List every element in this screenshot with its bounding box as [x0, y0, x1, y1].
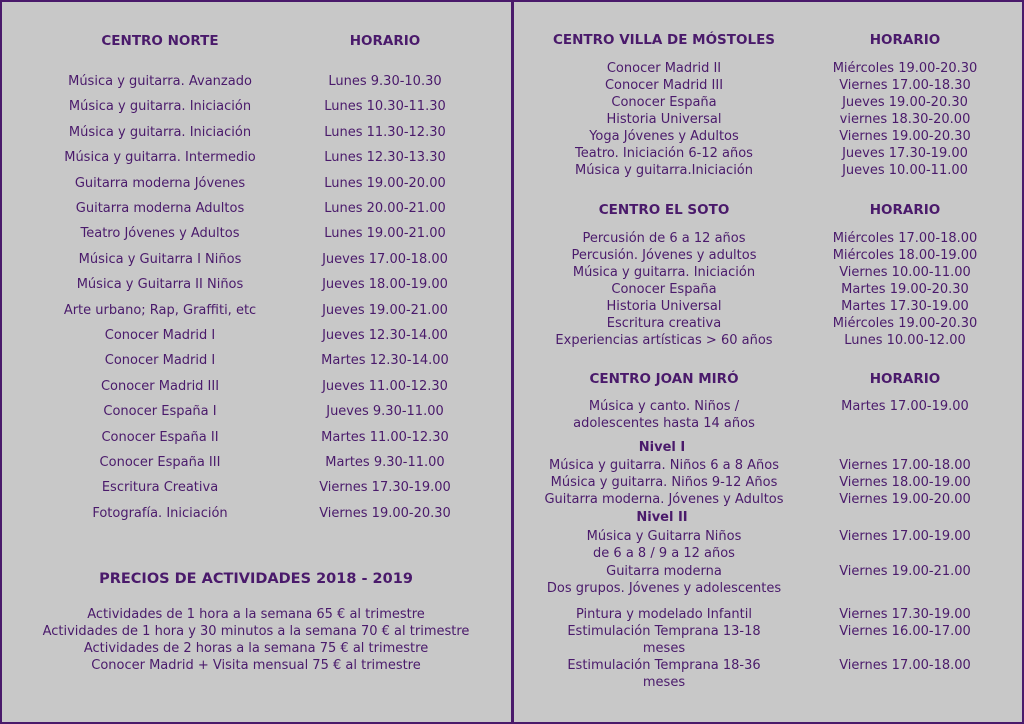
column-divider	[511, 0, 514, 724]
norte-time: Lunes 9.30-10.30	[328, 74, 442, 89]
norte-time: Martes 12.30-14.00	[321, 353, 449, 369]
norte-time: Martes 11.00-12.30	[321, 429, 449, 445]
mostoles-activity: Conocer Madrid II	[606, 61, 722, 76]
norte-activity: Arte urbano; Rap, Graffiti, etc	[63, 302, 257, 318]
mostoles-activity: Historia Universal	[606, 112, 722, 127]
mostoles-activity: Teatro. Iniciación 6-12 años	[575, 146, 753, 161]
norte-activity: Conocer Madrid III	[100, 378, 220, 394]
norte-time: Lunes 11.30-12.30	[324, 124, 446, 140]
soto-activity: Percusión. Jóvenes y adultos	[571, 248, 757, 263]
norte-activity: Música y Guitarra I Niños	[78, 251, 242, 267]
miro-horario-header: HORARIO	[869, 371, 941, 387]
miro-activity: Pintura y modelado Infantil	[576, 607, 752, 622]
norte-time: Jueves 19.00-21.00	[322, 302, 448, 318]
norte-activity: Conocer Madrid I	[104, 328, 216, 343]
norte-activity: Música y guitarra. Intermedio	[64, 150, 256, 166]
norte-activity: Música y guitarra. Avanzado	[68, 74, 252, 89]
norte-activity: Guitarra moderna Jóvenes	[74, 175, 246, 191]
soto-time: Lunes 10.00-12.00	[844, 333, 966, 348]
norte-time: Jueves 12.30-14.00	[322, 328, 448, 343]
soto-time: Miércoles 17.00-18.00	[832, 231, 978, 246]
norte-time: Jueves 18.00-19.00	[322, 277, 448, 293]
norte-time: Jueves 17.00-18.00	[322, 251, 448, 267]
miro-time: Viernes 17.30-19.00	[839, 607, 971, 622]
norte-time: Viernes 19.00-20.30	[319, 505, 451, 521]
miro-activity: Estimulación Temprana 13-18 meses	[567, 624, 761, 656]
precio-line: Conocer Madrid + Visita mensual 75 € al trimestre	[91, 658, 421, 673]
norte-activity: Teatro Jóvenes y Adultos	[80, 226, 240, 242]
norte-activity: Conocer España II	[101, 429, 219, 445]
miro-time: Martes 17.00-19.00	[841, 399, 969, 414]
norte-time: Lunes 19.00-20.00	[324, 175, 446, 191]
soto-activity: Escritura creativa	[606, 316, 722, 331]
miro-activity: Guitarra moderna Dos grupos. Jóvenes y adolescentes	[546, 564, 782, 596]
norte-time: Lunes 10.30-11.30	[324, 99, 446, 115]
norte-time: Lunes 20.00-21.00	[324, 201, 446, 216]
miro-time: Viernes 19.00-20.00	[839, 492, 971, 507]
mostoles-time: Viernes 17.00-18.30	[839, 78, 971, 93]
miro-activity: Música y canto. Niños / adolescentes hasta 14 años	[573, 399, 755, 431]
miro-time: Viernes 17.00-18.00	[839, 658, 971, 673]
miro-time: Viernes 19.00-21.00	[839, 564, 971, 579]
soto-time: Martes 19.00-20.30	[841, 282, 969, 297]
nivel-1-heading: Nivel I	[638, 440, 686, 455]
soto-activity: Experiencias artísticas > 60 años	[555, 333, 773, 348]
norte-time: Lunes 19.00-21.00	[324, 226, 446, 242]
norte-time: Jueves 11.00-12.30	[322, 378, 448, 394]
soto-time: Viernes 10.00-11.00	[839, 265, 971, 280]
miro-activity: Estimulación Temprana 18-36 meses	[567, 658, 761, 690]
mostoles-time: Miércoles 19.00-20.30	[832, 61, 978, 76]
precio-line: Actividades de 1 hora a la semana 65 € al trimestre	[87, 607, 425, 622]
miro-time: Viernes 18.00-19.00	[839, 475, 971, 490]
centro-miro-title: CENTRO JOAN MIRÓ	[589, 371, 739, 387]
mostoles-time: Jueves 10.00-11.00	[842, 163, 968, 178]
norte-activity: Música y Guitarra II Niños	[76, 277, 244, 293]
miro-time: Viernes 17.00-19.00	[839, 529, 971, 544]
centro-mostoles-title: CENTRO VILLA DE MÓSTOLES	[552, 32, 776, 48]
norte-activity: Conocer España III	[99, 455, 221, 470]
norte-activity: Escritura Creativa	[101, 480, 219, 496]
soto-time: Miércoles 18.00-19.00	[832, 248, 978, 263]
mostoles-activity: Música y guitarra.Iniciación	[574, 163, 754, 178]
precio-line: Actividades de 2 horas a la semana 75 € al trimestre	[83, 641, 429, 656]
soto-time: Martes 17.30-19.00	[841, 299, 969, 314]
norte-activity: Música y guitarra. Iniciación	[68, 99, 252, 115]
miro-time: Viernes 17.00-18.00	[839, 458, 971, 473]
norte-time: Lunes 12.30-13.30	[324, 150, 446, 166]
norte-time: Viernes 17.30-19.00	[319, 480, 451, 496]
centro-norte-title: CENTRO NORTE	[101, 33, 219, 49]
soto-activity: Música y guitarra. Iniciación	[572, 265, 756, 280]
soto-activity: Percusión de 6 a 12 años	[582, 231, 746, 246]
mostoles-time: Jueves 19.00-20.30	[842, 95, 968, 110]
mostoles-activity: Conocer España	[611, 95, 717, 110]
mostoles-activity: Conocer Madrid III	[604, 78, 724, 93]
norte-activity: Música y guitarra. Iniciación	[68, 124, 252, 140]
mostoles-time: viernes 18.30-20.00	[839, 112, 971, 127]
nivel-2-heading: Nivel II	[636, 510, 688, 525]
centro-soto-title: CENTRO EL SOTO	[598, 202, 730, 218]
precios-title: PRECIOS DE ACTIVIDADES 2018 - 2019	[99, 571, 413, 587]
norte-activity: Fotografía. Iniciación	[92, 505, 228, 521]
miro-activity: Música y Guitarra Niños de 6 a 8 / 9 a 12 años	[586, 529, 742, 561]
soto-activity: Conocer España	[611, 282, 717, 297]
soto-time: Miércoles 19.00-20.30	[832, 316, 978, 331]
precio-line: Actividades de 1 hora y 30 minutos a la semana 70 € al trimestre	[42, 624, 470, 639]
mostoles-time: Jueves 17.30-19.00	[842, 146, 968, 161]
soto-horario-header: HORARIO	[869, 202, 941, 218]
miro-activity: Música y guitarra. Niños 9-12 Años	[550, 475, 778, 490]
norte-horario-header: HORARIO	[349, 33, 421, 49]
miro-activity: Música y guitarra. Niños 6 a 8 Años	[549, 458, 779, 473]
norte-activity: Conocer Madrid I	[104, 353, 216, 369]
mostoles-horario-header: HORARIO	[869, 32, 941, 48]
miro-activity: Guitarra moderna. Jóvenes y Adultos	[544, 492, 784, 507]
norte-activity: Guitarra moderna Adultos	[75, 201, 245, 216]
soto-activity: Historia Universal	[606, 299, 722, 314]
mostoles-activity: Yoga Jóvenes y Adultos	[589, 129, 739, 144]
mostoles-time: Viernes 19.00-20.30	[839, 129, 971, 144]
norte-time: Jueves 9.30-11.00	[326, 404, 444, 420]
miro-time: Viernes 16.00-17.00	[839, 624, 971, 639]
norte-time: Martes 9.30-11.00	[325, 455, 445, 470]
norte-activity: Conocer España I	[103, 404, 217, 420]
